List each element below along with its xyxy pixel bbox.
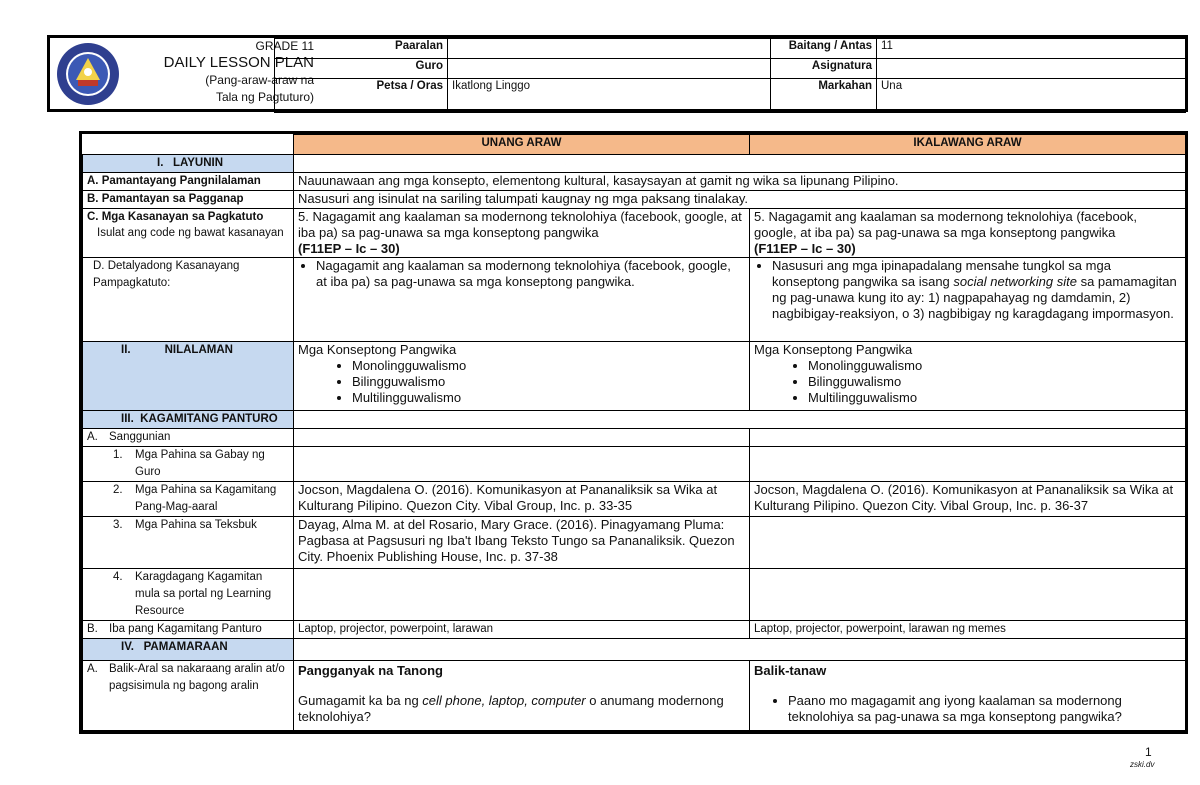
kagamitan-section-row [83, 411, 1186, 429]
teksbuk-day1: Dayag, Alma M. at del Rosario, Mary Grace. (2016). Pinagyamang Pluma: Pagbasa at Pagsusuri ng Iba't Ibang Teksto Tungo sa Pananaliksik. Quezon City. Phoenix Publishing House, Inc. p. 37-38 [294, 517, 750, 569]
table-row [83, 447, 1186, 482]
guro-value [448, 59, 771, 79]
pamamaraan-section-row [83, 639, 1186, 661]
table-row [83, 482, 1186, 517]
karagdagang-kagamitan-day1 [294, 569, 750, 621]
page-number: 1 [1145, 745, 1152, 759]
table-row [83, 258, 1186, 342]
layunin-section-row [83, 155, 1186, 173]
list-item: • Multilingguwalismo [808, 390, 1181, 406]
pangganyak-question: Gumagamit ka ba ng cell phone, laptop, computer o anumang modernong teknolohiya? [298, 693, 724, 724]
iba-pang-kagamitan-day2: Laptop, projector, powerpoint, larawan ng memes [750, 621, 1186, 639]
watermark: zski.dv [1130, 760, 1155, 769]
list-item: • Monolingguwalismo [808, 358, 1181, 374]
gabay-guro-day1 [294, 447, 750, 482]
nilalaman-day2: Mga Konseptong Pangwika • Monolingguwalismo • Bilingguwalismo • Multilingguwalismo [750, 342, 1186, 411]
nilalaman-day1: Mga Konseptong Pangwika • Monolingguwalismo • Bilingguwalismo • Multilingguwalismo [294, 342, 750, 411]
balik-tanaw-title: Balik-tanaw [754, 663, 827, 678]
nilalaman-section-row [83, 342, 1186, 411]
list-item: • Nagagamit ang kaalaman sa modernong teknolohiya (facebook, google, at iba pa) sa pag-unawa sa mga konseptong pangwika. [316, 258, 745, 290]
table-row [83, 191, 1186, 209]
pamantayan-pagganap-text: Nasusuri ang isinulat na sariling talumpati kaugnay ng mga paksang tinalakay. [294, 191, 1186, 209]
paaralan-value [448, 39, 771, 59]
paaralan-label: Paaralan [275, 39, 448, 59]
document-subtitle-2: Tala ng Pagtuturo) [215, 90, 314, 104]
list-item: • Monolingguwalismo [352, 358, 745, 374]
pamantayang-pangnilalaman-label: A. Pamantayang Pangnilalaman [83, 173, 294, 191]
list-item: • Bilingguwalismo [352, 374, 745, 390]
markahan-label: Markahan [771, 79, 877, 113]
table-row [83, 209, 1186, 258]
detalyadong-kasanayan-label: D. Detalyadong Kasanayang Pampagkatuto: [83, 258, 294, 342]
asignatura-label: Asignatura [771, 59, 877, 79]
detalyadong-day1 [294, 258, 750, 342]
table-row [83, 429, 1186, 447]
kagamitang-mag-aaral-day2: Jocson, Magdalena O. (2016). Komunikasyon at Pananaliksik sa Wika at Kulturang Pilipino. Quezon City. Vibal Group, Inc. p. 36-37 [750, 482, 1186, 517]
baitang-label: Baitang / Antas [771, 39, 877, 59]
sanggunian-label: A. Sanggunian [83, 429, 294, 447]
kagamitan-heading: III. KAGAMITANG PANTURO [83, 411, 294, 429]
karagdagang-kagamitan-day2 [750, 569, 1186, 621]
list-item: • Nasusuri ang mga ipinapadalang mensahe tungkol sa mga konseptong pangwika sa isang social networking site sa pamamagitan ng pag-unawa kung ito ay: 1) nagpapahayag ng damdamin, 2) nagbibigay-reaksiyon, o 3) nagbibigay ng karagdagang impormasyon. [772, 258, 1181, 322]
table-row [83, 661, 1186, 731]
lesson-plan-header [47, 35, 1188, 112]
pamamaraan-heading: IV. PAMAMARAAN [83, 639, 294, 661]
pamantayan-pagganap-label: B. Pamantayan sa Pagganap [83, 191, 294, 209]
day-header-row [83, 135, 1186, 155]
table-row [83, 517, 1186, 569]
document-subtitle-1: (Pang-araw-araw na [205, 73, 314, 87]
markahan-value: Una [877, 79, 1186, 113]
gabay-guro-label: 1. Mga Pahina sa Gabay ng Guro [83, 447, 294, 482]
list-item: • Multilingguwalismo [352, 390, 745, 406]
nilalaman-heading: II. NILALAMAN [83, 342, 294, 411]
deped-seal-icon [56, 42, 120, 106]
layunin-heading: I. LAYUNIN [83, 155, 294, 173]
table-row [83, 621, 1186, 639]
kagamitang-mag-aaral-label: 2. Mga Pahina sa Kagamitang Pang-Mag-aaral [83, 482, 294, 517]
day2-header: IKALAWANG ARAW [750, 135, 1186, 155]
iba-pang-kagamitan-day1: Laptop, projector, powerpoint, larawan [294, 621, 750, 639]
balik-aral-label: A. Balik-Aral sa nakaraang aralin at/o pagsisimula ng bagong aralin [83, 661, 294, 731]
pamantayang-pangnilalaman-text: Nauunawaan ang mga konsepto, elementong kultural, kasaysayan at gamit ng wika sa lipunang Pilipino. [294, 173, 1186, 191]
teksbuk-label: 3. Mga Pahina sa Teksbuk [83, 517, 294, 569]
kasanayan-day1-code: (F11EP – Ic – 30) [298, 241, 400, 256]
grade-label: GRADE 11 [255, 39, 314, 53]
kasanayan-day2-code: (F11EP – Ic – 30) [754, 241, 856, 256]
list-item: • Bilingguwalismo [808, 374, 1181, 390]
teksbuk-day2 [750, 517, 1186, 569]
header-info-grid [274, 38, 1186, 113]
asignatura-value [877, 59, 1186, 79]
lesson-plan-table [79, 131, 1188, 734]
gabay-guro-day2 [750, 447, 1186, 482]
list-item: • Paano mo magagamit ang iyong kaalaman sa modernong teknolohiya sa pag-unawa sa mga konseptong pangwika? [788, 693, 1181, 725]
kagamitang-mag-aaral-day1: Jocson, Magdalena O. (2016). Komunikasyon at Pananaliksik sa Wika at Kulturang Pilipino. Quezon City. Vibal Group, Inc. p. 33-35 [294, 482, 750, 517]
pamamaraan-day2 [750, 661, 1186, 731]
detalyadong-day2 [750, 258, 1186, 342]
document-title: DAILY LESSON PLAN [163, 54, 314, 71]
day1-header: UNANG ARAW [294, 135, 750, 155]
table-row [83, 173, 1186, 191]
pamamaraan-day1 [294, 661, 750, 731]
baitang-value: 11 [877, 39, 1186, 59]
kasanayan-day1: 5. Nagagamit ang kaalaman sa modernong teknolohiya (facebook, google, at iba pa) sa pag-unawa sa mga konseptong pangwika (F11EP – Ic – 30) [294, 209, 750, 258]
petsa-label: Petsa / Oras [275, 79, 448, 113]
table-row [83, 569, 1186, 621]
kasanayan-sublabel: Isulat ang code ng bawat kasanayan [97, 227, 284, 239]
kasanayan-label-cell [83, 209, 294, 258]
karagdagang-kagamitan-label: 4. Karagdagang Kagamitan mula sa portal ng Learning Resource [83, 569, 294, 621]
guro-label: Guro [275, 59, 448, 79]
iba-pang-kagamitan-label: B. Iba pang Kagamitang Panturo [83, 621, 294, 639]
kasanayan-day2: 5. Nagagamit ang kaalaman sa modernong teknolohiya (facebook, google, at iba pa) sa pag-unawa sa mga konseptong pangwika (F11EP – Ic – 30) [750, 209, 1186, 258]
petsa-value: Ikatlong Linggo [448, 79, 771, 113]
kasanayan-label: C. Mga Kasanayan sa Pagkatuto [87, 211, 264, 223]
pangganyak-title: Pangganyak na Tanong [298, 663, 443, 678]
